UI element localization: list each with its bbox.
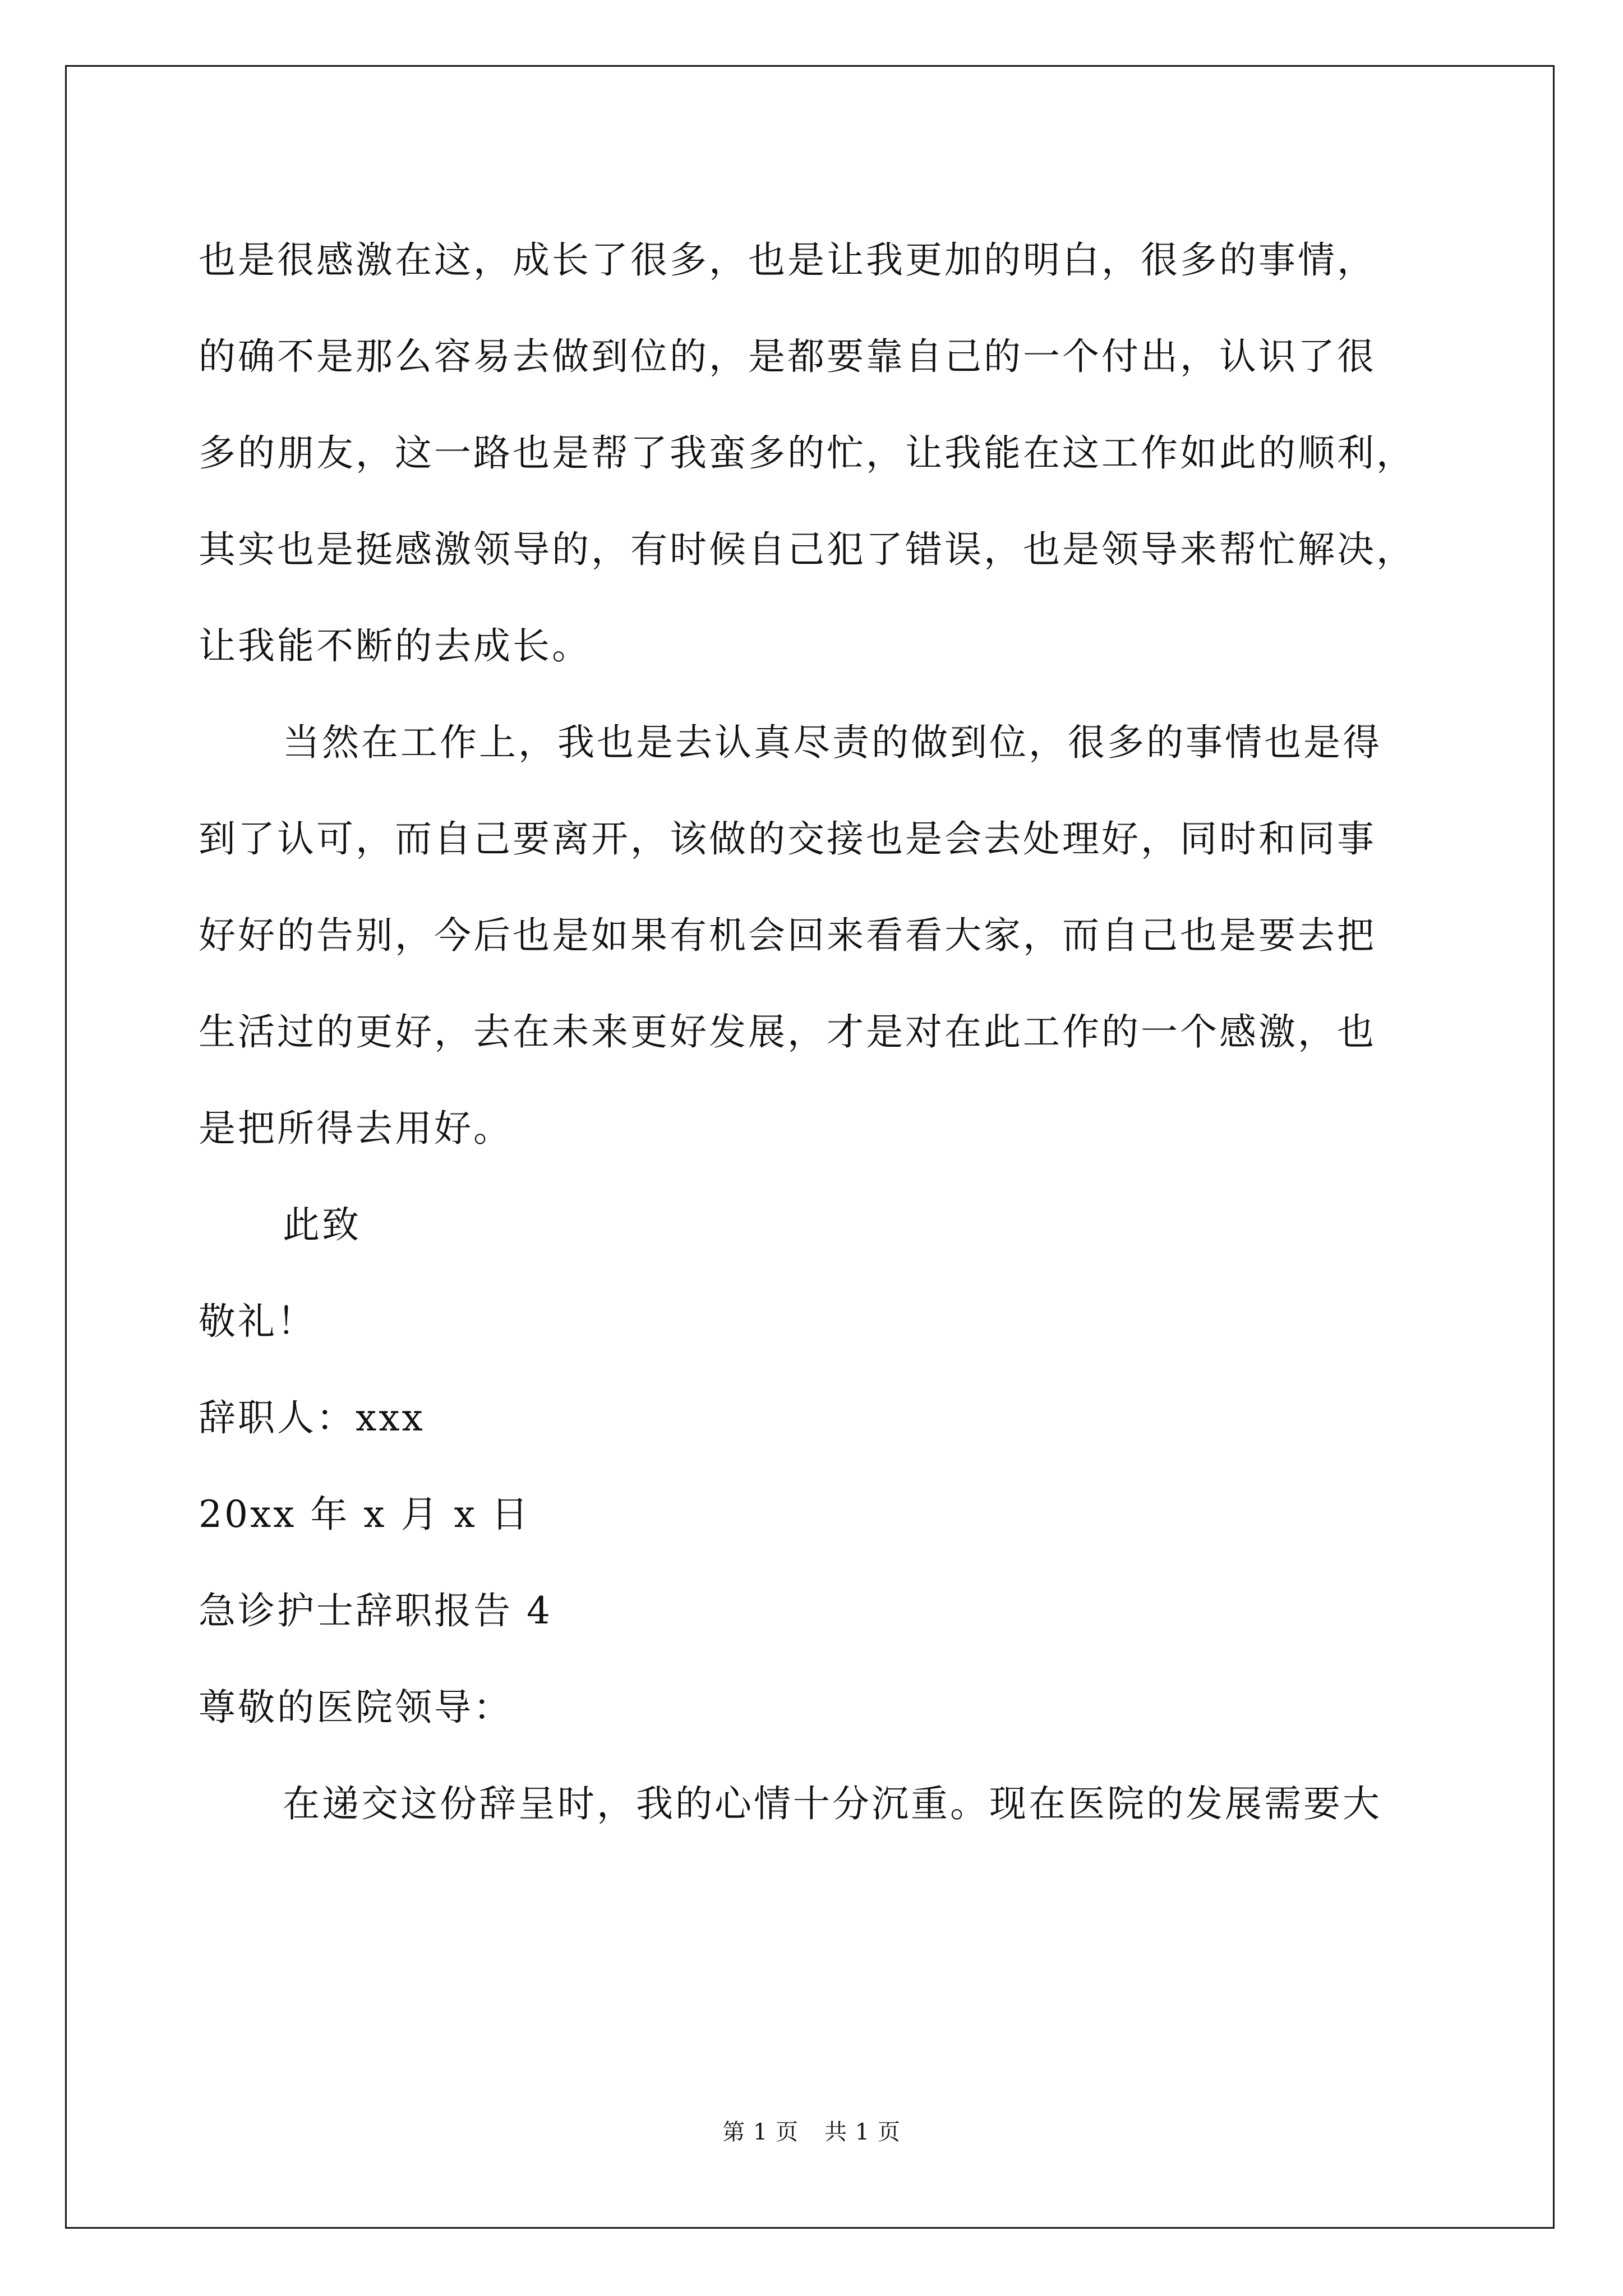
greeting-line: 尊敬的医院领导： — [199, 1686, 513, 1729]
text-line: 是把所得去用好。 — [199, 1107, 513, 1150]
text-line: 多的朋友，这一路也是帮了我蛮多的忙，让我能在这工作如此的顺利， — [199, 431, 1415, 475]
paragraph-start-line: 在递交这份辞呈时，我的心情十分沉重。现在医院的发展需要大 — [283, 1782, 1382, 1825]
text-line: 的确不是那么容易去做到位的，是都要靠自己的一个付出，认识了很 — [199, 335, 1376, 378]
closing-regards: 敬礼！ — [199, 1300, 316, 1343]
text-line: 其实也是挺感激领导的，有时候自己犯了错误，也是领导来帮忙解决， — [199, 528, 1415, 571]
text-line: 到了认可，而自己要离开，该做的交接也是会去处理好，同时和同事 — [199, 817, 1376, 861]
closing-salutation: 此致 — [283, 1203, 361, 1246]
page-footer — [0, 2118, 1623, 2146]
paragraph-start-line: 当然在工作上，我也是去认真尽责的做到位，很多的事情也是得 — [283, 721, 1382, 764]
text-line: 让我能不断的去成长。 — [199, 624, 591, 668]
text-line: 生活过的更好，去在未来更好发展，才是对在此工作的一个感激，也 — [199, 1010, 1376, 1053]
text-line: 也是很感激在这，成长了很多，也是让我更加的明白，很多的事情， — [199, 238, 1376, 282]
page-number: 第 1 页 — [722, 2119, 799, 2145]
section-title: 急诊护士辞职报告 4 — [199, 1589, 552, 1632]
text-line: 好好的告别，今后也是如果有机会回来看看大家，而自己也是要去把 — [199, 914, 1376, 957]
signature-line: 辞职人：xxx — [199, 1396, 425, 1439]
document-body — [199, 212, 1421, 1852]
page-count: 共 1 页 — [824, 2119, 901, 2145]
date-line: 20xx 年 x 月 x 日 — [199, 1493, 531, 1536]
